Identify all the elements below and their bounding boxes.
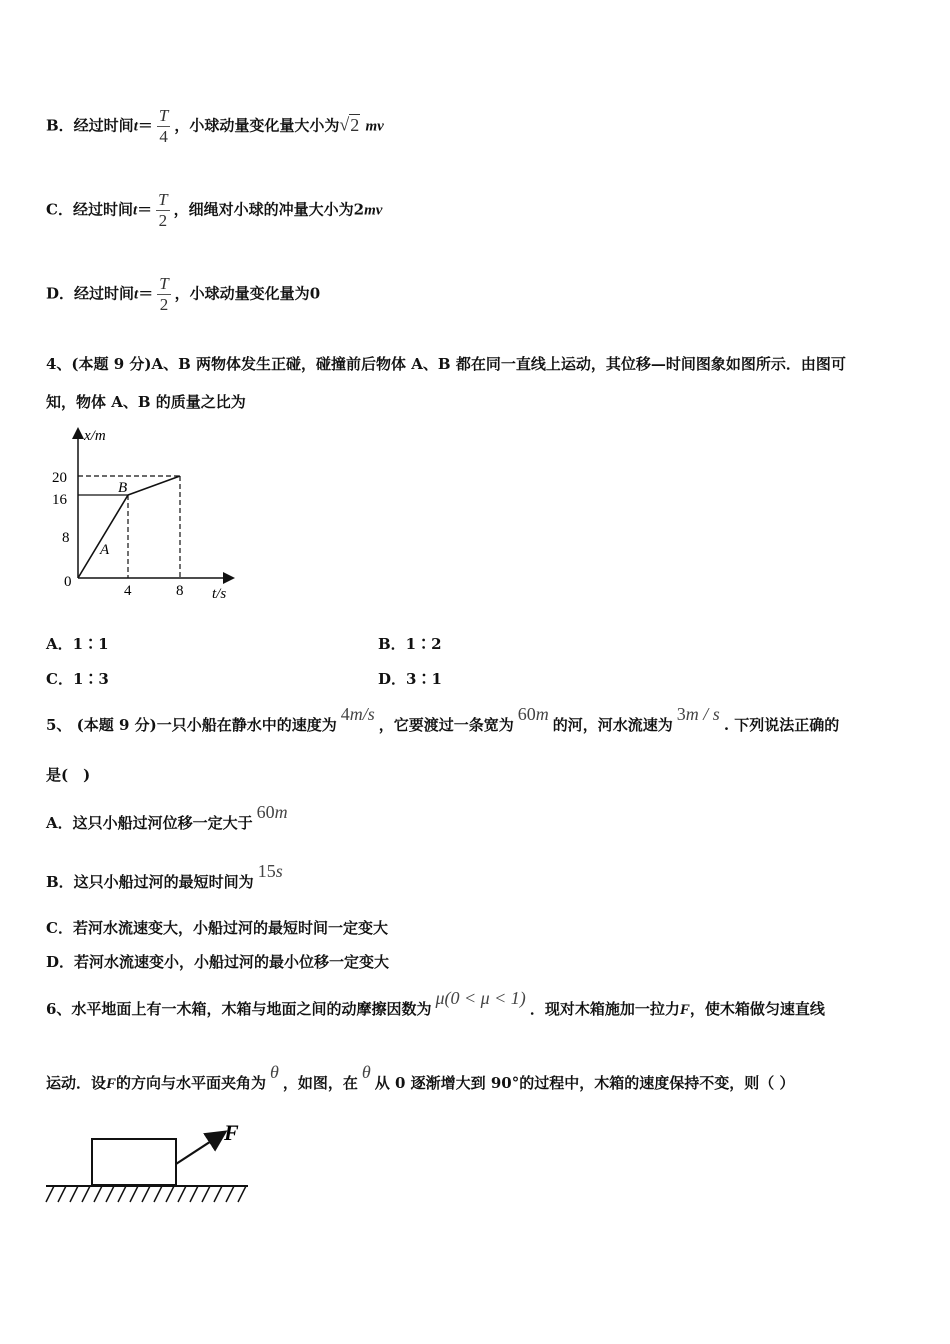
q5-option-b	[46, 861, 287, 892]
q4-line2: 知，物体 A、B 的质量之比为	[46, 393, 246, 411]
q5-option-a	[46, 802, 292, 833]
option-c-label: C．经过时间	[46, 200, 133, 219]
q5-width-unit: m	[535, 704, 549, 724]
segment-b	[128, 476, 180, 495]
tick-x4: 4	[124, 583, 132, 599]
tick-origin: 0	[64, 574, 72, 590]
q5-speed-value: 4	[340, 704, 350, 724]
option-c-text: ，细绳对小球的冲量大小为	[173, 200, 354, 219]
q5-speed	[341, 704, 375, 724]
option-d-t: t	[134, 286, 139, 303]
option-c-eq: ＝	[137, 200, 153, 219]
option-d-text: ，小球动量变化量为	[174, 284, 310, 303]
sqrt-icon: √	[339, 114, 350, 135]
q4-option-c: C．1∶3	[46, 670, 109, 688]
q6-l2a: 运动．设	[46, 1074, 107, 1092]
q6-theta2: θ	[361, 1062, 371, 1082]
label-b: B	[118, 480, 128, 496]
q6-force: F	[679, 1002, 690, 1018]
q5-post: . 下列说法正确的	[723, 716, 840, 734]
label-a: A	[100, 542, 110, 558]
q6-l2d: 从 0 逐渐增大到 90°的过程中，木箱的速度保持不变，则（ ）	[374, 1074, 795, 1092]
fraction-numerator: T	[158, 106, 169, 125]
q6-post2: ，使木箱做匀速直线	[689, 1000, 825, 1018]
q5-line1	[46, 704, 840, 735]
option-b-t: t	[133, 118, 138, 135]
q4-option-d: D．3∶1	[378, 670, 442, 688]
q5-width	[518, 704, 549, 724]
sqrt-expression	[339, 114, 360, 135]
q6-theta: θ	[270, 1062, 279, 1082]
q5-current-unit: m / s	[685, 704, 720, 724]
q5-option-a-value: 60	[256, 802, 275, 822]
q6-pre: 6、水平地面上有一木箱，木箱与地面之间的动摩擦因数为	[46, 1000, 432, 1018]
q5-mid1: ，它要渡过一条宽为	[378, 716, 514, 734]
q5-option-b-unit: s	[275, 861, 283, 881]
tick-8: 8	[62, 530, 70, 546]
fraction-denominator: 2	[158, 211, 168, 230]
option-d-fraction	[157, 274, 170, 315]
q5-width-value: 60	[517, 704, 536, 724]
q5-pre: 5、 (本题 9 分)一只小船在静水中的速度为	[46, 716, 337, 734]
q4-position-time-graph	[44, 424, 244, 604]
q5-option-b-value: 15	[257, 861, 276, 881]
tick-20: 20	[52, 470, 67, 486]
option-c-fraction	[156, 190, 169, 231]
option-b-eq: ＝	[137, 116, 153, 135]
q6-mu: μ(0 < μ < 1)	[435, 988, 526, 1008]
q5-option-a-unit: m	[274, 802, 288, 822]
fraction-numerator: T	[159, 274, 169, 293]
option-c-value: 2	[353, 200, 365, 219]
q6-line1	[46, 988, 825, 1020]
q4-option-a: A．1∶1	[46, 635, 109, 653]
sqrt-radicand: 2	[350, 114, 360, 135]
x-axis-label: t/s	[212, 586, 227, 602]
option-c-t: t	[132, 202, 138, 219]
q5-option-a-math	[257, 802, 288, 822]
q5-current	[677, 704, 720, 724]
ground-hatching	[46, 1186, 246, 1202]
option-b-text: ，小球动量变化量大小为	[174, 116, 340, 135]
option-d-value: 0	[309, 284, 321, 303]
q5-option-b-text: B．这只小船过河的最短时间为	[46, 873, 254, 891]
segment-a	[78, 495, 128, 578]
option-d-eq: ＝	[138, 284, 154, 303]
fraction-denominator: 4	[159, 127, 168, 146]
force-label: F	[224, 1120, 239, 1145]
q5-option-b-math	[258, 861, 283, 881]
y-axis-label: x/m	[84, 428, 106, 444]
q5-speed-unit: m/s	[349, 704, 375, 724]
fraction-numerator: T	[158, 190, 168, 209]
q4-line1: 4、(本题 9 分)A、B 两物体发生正碰，碰撞前后物体 A、B 都在同一直线上运动，其位移—时间图象如图所示．由图可	[46, 355, 846, 373]
option-d-label: D．经过时间	[46, 284, 135, 303]
q6-l2c: ，如图，在	[282, 1074, 358, 1092]
tick-x8: 8	[176, 583, 184, 599]
force-arrow	[176, 1134, 222, 1164]
q5-option-d: D．若河水流速变小，小船过河的最小位移一定变大	[46, 953, 390, 971]
option-c	[46, 190, 382, 231]
q5-option-a-text: A．这只小船过河位移一定大于	[46, 814, 253, 832]
q5-line2: 是( )	[46, 766, 91, 784]
option-d	[46, 274, 320, 315]
q6-box-figure	[44, 1112, 254, 1212]
option-b-label: B．经过时间	[46, 116, 134, 135]
q6-line2	[46, 1062, 795, 1094]
fraction-denominator: 2	[159, 295, 169, 314]
q6-post: ．现对木箱施加一拉力	[529, 1000, 680, 1018]
option-c-mv: mv	[364, 202, 383, 219]
wooden-box	[92, 1139, 176, 1185]
q5-current-value: 3	[676, 704, 686, 724]
q6-l2b: 的方向与水平面夹角为	[116, 1074, 267, 1092]
option-b	[46, 106, 384, 147]
option-b-fraction	[157, 106, 170, 147]
option-b-mv: mv	[365, 118, 384, 135]
q4-option-b: B．1∶2	[378, 635, 442, 653]
tick-16: 16	[52, 492, 67, 508]
q5-option-c: C．若河水流速变大，小船过河的最短时间一定变大	[46, 919, 388, 937]
q6-l2-force: F	[106, 1076, 117, 1092]
q5-mid2: 的河，河水流速为	[552, 716, 673, 734]
